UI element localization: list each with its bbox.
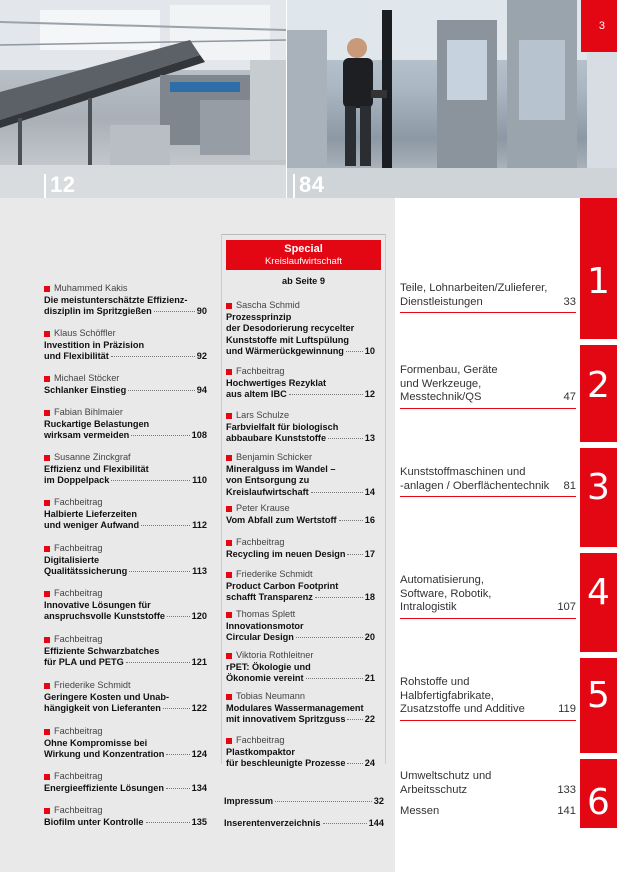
section-number: 1 [587,261,610,302]
red-square-bullet-icon [44,376,50,382]
entry-title-line: für PLA und PETG [44,657,124,668]
entry-page-number: 120 [191,611,207,622]
entry-title-line: von Entsorgung zu [226,475,310,486]
section-title-line: Kunststoffmaschinen und [400,466,526,478]
toc-entry[interactable] [44,771,207,794]
special-subheading: Kreislaufwirtschaft [264,256,343,267]
entry-author: Thomas Splett [236,609,296,619]
section-entry[interactable] [400,770,576,819]
entry-title-line: Product Carbon Footprint [226,580,339,591]
entry-title-last-line [44,817,207,829]
toc-entry[interactable] [44,497,207,532]
entry-author-row [44,680,207,692]
entry-title-line: Effizienz und Flexibilität [44,463,149,474]
leader-dots [347,719,362,720]
entry-title-last-line [226,714,375,726]
section-title-line: Messtechnik/QS [400,391,482,403]
section-title-line: Halbfertigfabrikate, [400,689,494,702]
entry-author-row [226,735,375,747]
red-square-bullet-icon [44,410,50,416]
entry-title-line: Kreislaufwirtschaft [226,486,309,497]
toc-entry[interactable] [226,735,375,770]
red-square-bullet-icon [44,455,50,461]
impressum-entry[interactable] [224,796,384,806]
entry-title-last-line [44,306,207,318]
entry-title-line: Geringere Kosten und Unab- [44,691,170,702]
leader-dots [166,788,190,789]
entry-author: Fachbeitrag [54,588,103,598]
entry-title-last-line [226,758,375,770]
entry-title-line: hängigkeit von Lieferanten [44,703,161,714]
section-page-number: 107 [557,601,576,613]
entry-author: Fachbeitrag [54,543,103,553]
impressum-page: 32 [373,796,384,806]
photo-page-label: 12 [50,172,76,197]
red-square-bullet-icon [226,612,232,618]
section-number: 4 [587,572,610,613]
toc-entry[interactable] [226,300,375,358]
photo-strip [0,0,617,198]
special-header [226,240,381,270]
toc-entry[interactable] [44,543,207,578]
leader-dots [306,678,363,679]
photo-recycling-plant[interactable] [0,0,286,198]
entry-page-number: 110 [192,475,207,486]
section-title-line: Zusatzstoffe und Additive [400,703,525,715]
entry-title-line: Wirkung und Konzentration [44,749,165,760]
section-title-line: Automatisierung, [400,574,484,586]
leader-dots [346,351,363,352]
special-heading: Special [284,243,323,255]
section-page-number: 119 [558,703,576,715]
entry-author: Fabian Bihlmaier [54,407,123,417]
section-title-line: Messen [400,805,440,817]
entry-page-number: 113 [192,566,207,577]
entry-author-row [44,283,207,295]
section-title-last-row [400,784,576,798]
leader-dots [289,394,363,395]
entry-page-number: 122 [191,703,207,714]
entry-title-line: und Wärmerückgewinnung [226,346,344,357]
toc-entry[interactable] [226,609,375,644]
entry-title-line: Energieeffiziente Lösungen [44,782,164,793]
entry-page-number: 10 [364,346,375,357]
section-title-line: Formenbau, Geräte [400,364,498,376]
entry-title-line: Vom Abfall zum Wertstoff [226,514,337,525]
entry-author-row [226,650,375,662]
entry-title-line: schafft Transparenz [226,592,313,603]
toc-entry[interactable] [44,805,207,828]
entry-author: Friederike Schmidt [54,680,131,690]
entry-page-number: 12 [364,389,375,400]
entry-author-row [226,537,375,549]
leader-dots [296,637,363,638]
entry-page-number: 108 [191,430,207,441]
entry-author-row [44,634,207,646]
section-title-last-row [400,480,576,494]
section-entry[interactable] [400,676,576,721]
red-square-bullet-icon [226,506,232,512]
entry-title-last-line [226,433,375,445]
entry-author: Peter Krause [236,503,290,513]
entry-title-last-line [226,673,375,685]
section-title-line: Dienstleistungen [400,295,483,308]
toc-entry[interactable] [226,691,375,726]
entry-title-last-line [44,520,207,532]
entry-author: Sascha Schmid [236,300,300,310]
entry-title-line: abbaubare Kunststoffe [226,433,327,444]
entry-author-row [44,373,207,385]
section-title-line: Arbeitsschutz [400,783,468,796]
entry-title-line: Farbvielfalt für biologisch [226,421,339,432]
toc-entry[interactable] [44,726,207,761]
entry-title-line: Biofilm unter Kontrolle [44,816,144,827]
entry-page-number: 20 [364,632,375,643]
entry-title-line: im Doppelpack [44,475,110,486]
red-square-bullet-icon [226,738,232,744]
entry-author: Fachbeitrag [54,771,103,781]
leader-dots [128,390,195,391]
entry-title-line: und weniger Aufwand [44,520,140,531]
red-square-bullet-icon [44,546,50,552]
leader-dots [323,823,367,824]
entry-page-number: 134 [191,782,207,793]
entry-title-line: disziplin im Spritzgießen [44,306,152,317]
section-page-number: 81 [563,479,576,492]
toc-entry[interactable] [44,634,207,669]
red-square-bullet-icon [226,413,232,419]
entry-title-line: Recycling im neuen Design [226,548,346,559]
section-page-number: 133 [557,783,576,796]
entry-title-line: Hochwertiges Rezyklat [226,377,327,388]
entry-page-number: 121 [191,657,207,668]
toc-entry[interactable] [44,283,207,318]
entry-title-line: Modulares Wassermanagement [226,702,364,713]
entry-title-line: Ökonomie vereint [226,673,304,684]
entry-title-last-line [226,549,375,561]
section-title-line: Teile, Lohnarbeiten/Zulieferer, [400,282,548,294]
entry-author-row [226,503,375,515]
section-divider [580,547,617,553]
leader-dots [275,801,372,802]
entry-title-line: Kunststoffe mit Luftspülung [226,334,349,345]
entry-title-line: Schlanker Einstieg [44,384,127,395]
entry-title-line: der Desodorierung recycelter [226,323,355,334]
toc-entry[interactable] [226,537,375,560]
red-square-bullet-icon [44,500,50,506]
red-square-bullet-icon [226,653,232,659]
special-from-page: ab Seite 9 [282,276,325,286]
entry-title-last-line [44,703,207,715]
entry-title-last-line [44,749,207,761]
leader-dots [166,754,189,755]
leader-dots [315,597,363,598]
entry-author-row [226,609,375,621]
entry-title-line: mit innovativem Spritzguss [226,714,346,725]
entry-author: Tobias Neumann [236,691,305,701]
red-square-bullet-icon [226,303,232,309]
section-title-line: Software, Robotik, [400,587,492,600]
leader-dots [347,554,362,555]
entry-page-number: 135 [191,816,207,827]
section-page-number: 47 [563,391,576,403]
section-title-last-row [400,601,576,615]
entry-title-line: Halbierte Lieferzeiten [44,508,137,519]
entry-author-row [226,569,375,581]
section-divider [580,652,617,658]
entry-title-line: Digitalisierte [44,554,100,565]
entry-title-last-line [226,389,375,401]
section-title-last-row [400,703,576,717]
entry-title-line: für beschleunigte Prozesse [226,758,346,769]
entry-title-last-line [44,430,207,442]
entry-page-number: 90 [196,306,207,317]
leader-dots [141,525,190,526]
entry-page-number: 17 [364,548,375,559]
entry-page-number: 92 [196,351,207,362]
entry-title-last-line [44,783,207,795]
entry-title-line: Plastkompaktor [226,746,295,757]
entry-title-line: Investition in Präzision [44,339,145,350]
section-number: 2 [587,365,610,406]
entry-title-last-line [44,566,207,578]
section-title-last-row [400,391,576,405]
red-square-bullet-icon [44,774,50,780]
page-number: 3 [598,20,605,32]
leader-dots [129,571,190,572]
entry-author-row [44,407,207,419]
leader-dots [111,356,195,357]
section-number: 3 [587,467,610,508]
entry-title-line: Mineralguss im Wandel – [226,463,336,474]
red-square-bullet-icon [226,694,232,700]
photo-lab-operator[interactable] [287,0,617,198]
leader-dots [163,708,190,709]
leader-dots [328,438,363,439]
photo-page-label: 84 [299,172,325,197]
entry-title-last-line [44,385,207,397]
entry-author-row [44,805,207,817]
entry-page-number: 24 [364,758,375,769]
entry-author-row [226,691,375,703]
section-divider [580,442,617,448]
entry-title-line: anspruchsvolle Kunststoffe [44,611,165,622]
impressum-label: Impressum [224,796,274,806]
red-square-bullet-icon [44,729,50,735]
section-number: 6 [587,782,610,823]
entry-author: Lars Schulze [236,410,290,420]
toc-entry[interactable] [44,452,207,487]
toc-entry[interactable] [226,452,375,498]
entry-page-number: 13 [364,433,375,444]
entry-title-line: Qualitätssicherung [44,566,128,577]
section-page-number: 141 [557,805,576,817]
toc-entry[interactable] [226,366,375,401]
leader-dots [131,435,189,436]
entry-title-line: und Flexibilität [44,351,109,362]
entry-title-last-line [44,351,207,363]
red-square-bullet-icon [44,683,50,689]
section-entry[interactable] [400,282,576,313]
red-square-bullet-icon [44,331,50,337]
toc-entry[interactable] [226,410,375,445]
entry-author-row [44,328,207,340]
leader-dots [154,311,195,312]
entry-author-row [44,543,207,555]
section-number: 5 [587,675,610,716]
entry-author: Fachbeitrag [54,497,103,507]
section-divider [580,339,617,345]
entry-title-last-line [226,632,375,644]
entry-title-line: Die meistunterschätzte Effizienz- [44,294,188,305]
leader-dots [339,520,363,521]
red-square-bullet-icon [44,808,50,814]
entry-author: Fachbeitrag [236,735,285,745]
entry-author: Fachbeitrag [236,366,285,376]
toc-entry[interactable] [226,569,375,604]
page-corner-tab [581,0,617,52]
entry-title-line: Ruckartige Belastungen [44,418,150,429]
entry-page-number: 14 [364,486,375,497]
toc-entry[interactable] [226,503,375,526]
entry-title-last-line [44,475,207,487]
entry-page-number: 22 [364,714,375,725]
entry-title-line: aus altem IBC [226,389,287,400]
toc-entry[interactable] [44,373,207,396]
entry-author-row [226,410,375,422]
red-square-bullet-icon [44,286,50,292]
leader-dots [126,662,190,663]
toc-entry[interactable] [44,680,207,715]
entry-author-row [44,771,207,783]
entry-page-number: 18 [364,592,375,603]
entry-title-last-line [226,592,375,604]
entry-author: Viktoria Rothleitner [236,650,314,660]
red-square-bullet-icon [44,591,50,597]
red-square-bullet-icon [226,540,232,546]
leader-dots [347,763,362,764]
section-title-line: Umweltschutz und [400,770,492,782]
leader-dots [111,480,190,481]
entry-author: Klaus Schöffler [54,328,116,338]
entry-title-last-line [226,515,375,527]
section-title-line: Intralogistik [400,601,457,613]
entry-title-line: Ohne Kompromisse bei [44,737,148,748]
section-divider [580,753,617,759]
toc-entry[interactable] [44,407,207,442]
entry-author: Michael Stöcker [54,373,120,383]
entry-title-line: Innovationsmotor [226,620,304,631]
section-title-line: -anlagen / Oberflächentechnik [400,479,550,492]
section-title-line: Rohstoffe und [400,676,470,688]
red-square-bullet-icon [226,369,232,375]
section-entry[interactable] [400,466,576,497]
inserenten-label: Inserentenverzeichnis [224,818,321,828]
entry-title-line: Innovative Lösungen für [44,599,151,610]
entry-title-line: rPET: Ökologie und [226,661,311,672]
section-page-number: 33 [563,295,576,308]
entry-author-row [226,452,375,464]
entry-author: Fachbeitrag [54,805,103,815]
entry-author: Friederike Schmidt [236,569,313,579]
entry-author-row [226,366,375,378]
entry-title-line: Circular Design [226,632,294,643]
leader-dots [167,616,190,617]
red-square-bullet-icon [44,637,50,643]
entry-author-row [44,452,207,464]
entry-title-last-line [44,611,207,623]
entry-page-number: 124 [191,749,207,760]
inserenten-page: 144 [368,818,384,828]
entry-author-row [44,726,207,738]
entry-author: Benjamin Schicker [236,452,313,462]
toc-entry[interactable] [44,328,207,363]
red-square-bullet-icon [226,572,232,578]
entry-author: Fachbeitrag [54,634,103,644]
entry-author: Fachbeitrag [236,537,285,547]
entry-author: Fachbeitrag [54,726,103,736]
entry-title-last-line [44,657,207,669]
section-title-line: und Werkzeuge, [400,377,482,390]
entry-author-row [226,300,375,312]
entry-page-number: 112 [192,520,207,531]
inserenten-entry[interactable] [224,818,384,828]
entry-author: Susanne Zinckgraf [54,452,131,462]
entry-page-number: 16 [364,514,375,525]
section-entry[interactable] [400,364,576,409]
entry-page-number: 94 [196,384,207,395]
section-title-last-row [400,805,576,819]
entry-title-line: Prozessprinzip [226,311,292,322]
section-entry[interactable] [400,574,576,619]
entry-author-row [44,497,207,509]
section-title-last-row [400,296,576,310]
entry-author-row [44,588,207,600]
leader-dots [311,492,363,493]
toc-entry[interactable] [44,588,207,623]
entry-author: Muhammed Kakis [54,283,128,293]
leader-dots [146,822,190,823]
entry-page-number: 21 [364,673,375,684]
toc-entry[interactable] [226,650,375,685]
entry-title-last-line [226,487,375,499]
entry-title-line: Effiziente Schwarzbatches [44,645,160,656]
entry-title-line: wirksam vermeiden [44,430,130,441]
entry-title-last-line [226,346,375,358]
red-square-bullet-icon [226,455,232,461]
